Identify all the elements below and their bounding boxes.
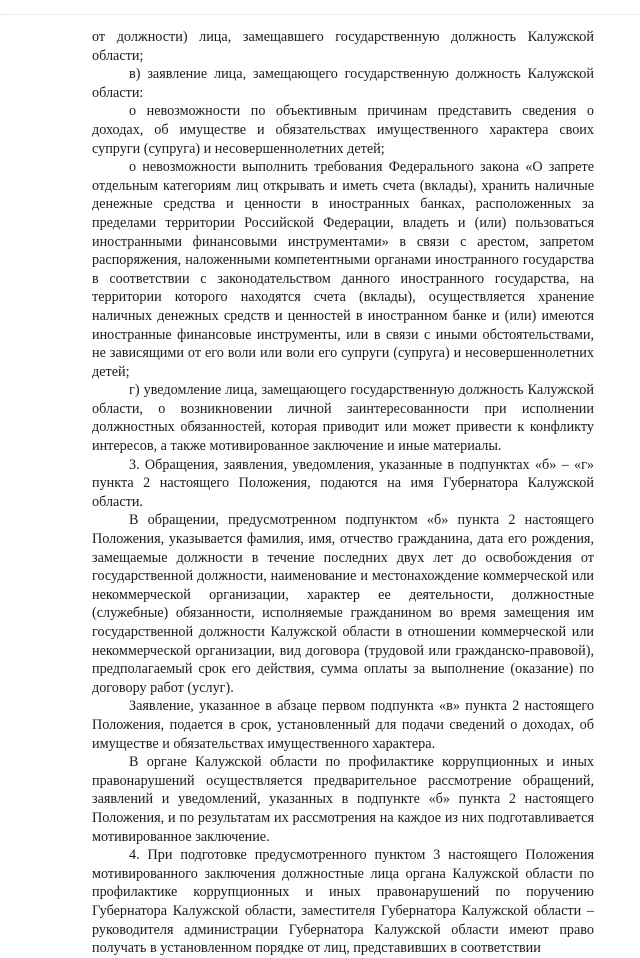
paragraph-application-deadline: Заявление, указанное в абзаце первом подпункта «в» пункта 2 настоящего Положения, подается в срок, установленный для подачи сведений о доходах, об имуществе и обязательствах имущественного характера. xyxy=(92,698,594,752)
scan-artifact-line xyxy=(0,14,640,16)
document-page xyxy=(92,28,594,958)
paragraph-impossibility-federal-law: о невозможности выполнить требования Федерального закона «О запрете отдельным категориям лиц открывать и иметь счета (вклады), хранить наличные денежные средства и ценности в иностранных банках, расположенных за пределами территории Российской Федерации, владеть и (или) пользоваться иностранными финансовыми инструментами» в связи с арестом, запретом распоряжения, наложенными компетентными органами иностранного государства в соответствии с законодательством данного иностранного государства, на территории которого находятся счета (вклады), осуществляется хранение наличных денежных средств и ценностей в иностранном банке и (или) имеются иностранные финансовые инструменты, или в связи с иными обстоятельствами, не зависящими от его воли или воли его супруги (супруга) и несовершеннолетних детей; xyxy=(92,159,594,380)
paragraph-appeal-contents: В обращении, предусмотренном подпунктом «б» пункта 2 настоящего Положения, указывается фамилия, имя, отчество гражданина, дата его рождения, замещаемые должности в течение последних двух лет до освобождения от государственной должности, наименование и местонахождение коммерческой или некоммерческой организации, характер ее деятельности, должностные (служебные) обязанности, исполняемые гражданином во время замещения им государственной должности Калужской области в отношении коммерческой или некоммерческой организации, вид договора (трудовой или гражданско-правовой), предполагаемый срок его действия, сумма оплаты за выполнение (оказание) по договору работ (услуг). xyxy=(92,512,594,696)
paragraph-point-3: 3. Обращения, заявления, уведомления, указанные в подпунктах «б» – «г» пункта 2 настоящего Положения, подаются на имя Губернатора Калужской области. xyxy=(92,456,594,510)
paragraph-subpoint-g: г) уведомление лица, замещающего государственную должность Калужской области, о возникновении личной заинтересованности при исполнении должностных обязанностей, которая приводит или может привести к конфликту интересов, а также мотивированное заключение и иные материалы. xyxy=(92,382,594,455)
paragraph-continuation: от должности) лица, замещавшего государственную должность Калужской области; xyxy=(92,29,594,64)
paragraph-point-4: 4. При подготовке предусмотренного пунктом 3 настоящего Положения мотивированного заключения должностные лица органа Калужской области по профилактике коррупционных и иных правонарушений по поручению Губернатора Калужской области, заместителя Губернатора Калужской области – руководителя администрации Губернатора Калужской области имеют право получать в установленном порядке от лиц, представивших в соответствии xyxy=(92,847,594,957)
paragraph-subpoint-v: в) заявление лица, замещающего государственную должность Калужской области: xyxy=(92,66,594,101)
paragraph-preliminary-review: В органе Калужской области по профилактике коррупционных и иных правонарушений осуществляется предварительное рассмотрение обращений, заявлений и уведомлений, указанных в подпункте «б» пункта 2 настоящего Положения, и по результатам их рассмотрения на каждое из них подготавливается мотивированное заключение. xyxy=(92,754,594,845)
paragraph-impossibility-income: о невозможности по объективным причинам представить сведения о доходах, об имуществе и обязательствах имущественного характера своих супруги (супруга) и несовершеннолетних детей; xyxy=(92,103,594,157)
